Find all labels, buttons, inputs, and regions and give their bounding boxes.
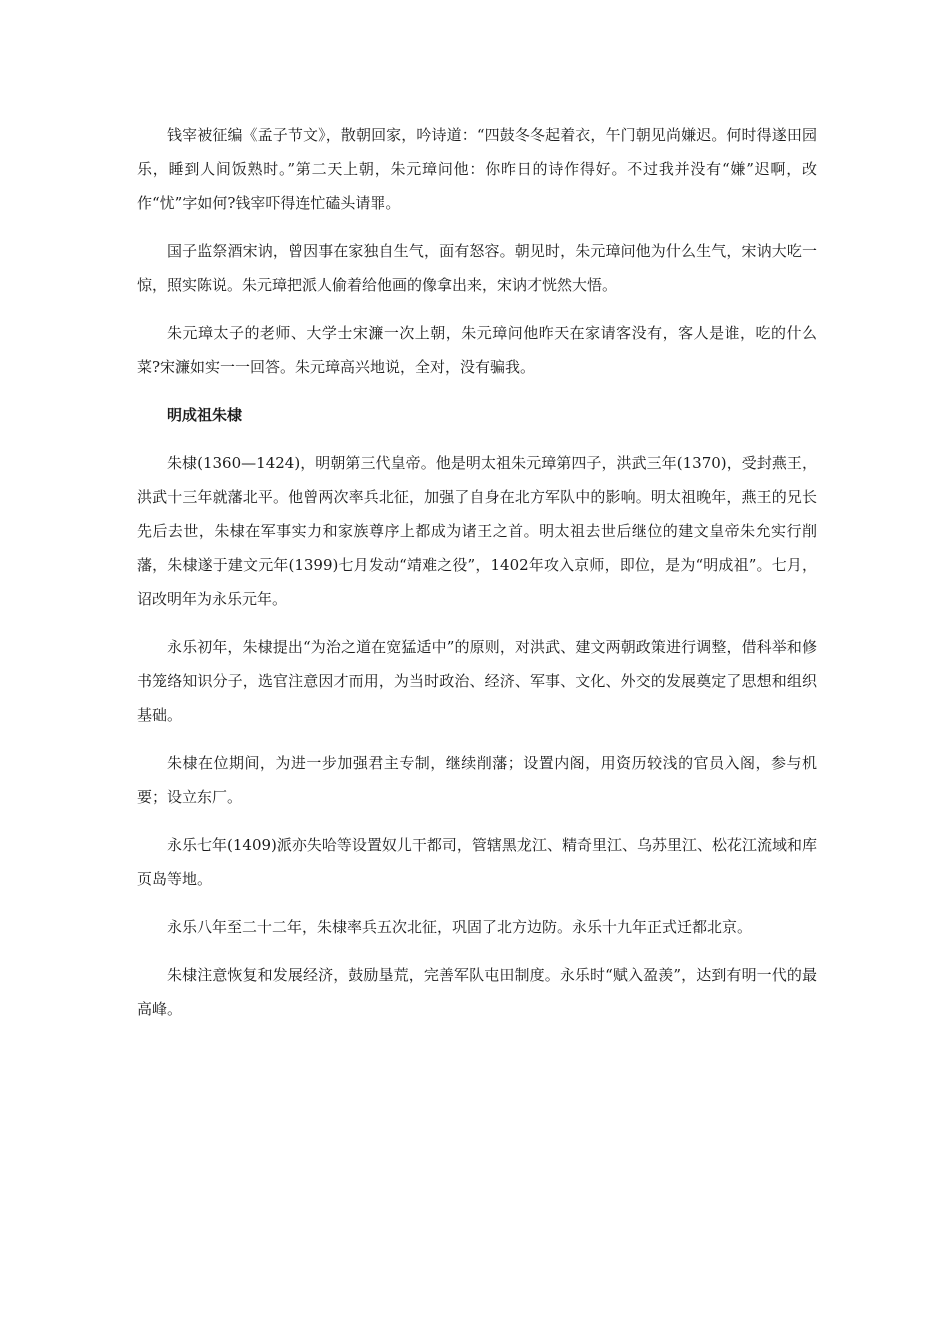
document-body <box>137 118 817 1040</box>
section-heading: 明成祖朱棣 <box>167 406 243 424</box>
paragraph-zhu-di-bio: 朱棣(1360—1424)，明朝第三代皇帝。他是明太祖朱元璋第四子，洪武三年(1370)，受封燕王，洪武十三年就藩北平。他曾两次率兵北征，加强了自身在北方军队中的影响。明太祖晚年，燕王的兄长先后去世，朱棣在军事实力和家族尊序上都成为诸王之首。明太祖去世后继位的建文皇帝朱允实行削藩，朱棣遂于建文元年(1399)七月发动“靖难之役”，1402年攻入京师，即位，是为“明成祖”。七月，诏改明年为永乐元年。 <box>137 454 817 608</box>
paragraph-song-ne: 国子监祭酒宋讷，曾因事在家独自生气，面有怒容。朝见时，朱元璋问他为什么生气，宋讷大吃一惊，照实陈说。朱元璋把派人偷着给他画的像拿出来，宋讷才恍然大悟。 <box>137 242 817 294</box>
paragraph-nurgan: 永乐七年(1409)派亦失哈等设置奴儿干都司，管辖黑龙江、精奇里江、乌苏里江、松花江流域和库页岛等地。 <box>137 836 817 888</box>
paragraph-economy: 朱棣注意恢复和发展经济，鼓励垦荒，完善军队屯田制度。永乐时“赋入盈羡”，达到有明一代的最高峰。 <box>137 966 817 1018</box>
paragraph-northern-campaigns: 永乐八年至二十二年，朱棣率兵五次北征，巩固了北方边防。永乐十九年正式迁都北京。 <box>167 918 753 936</box>
paragraph-song-lian: 朱元璋太子的老师、大学士宋濂一次上朝，朱元璋问他昨天在家请客没有，客人是谁，吃的什么菜?宋濂如实一一回答。朱元璋高兴地说，全对，没有骗我。 <box>137 324 817 376</box>
paragraph-qian-zai: 钱宰被征编《孟子节文》，散朝回家，吟诗道：“四鼓冬冬起着衣，午门朝见尚嫌迟。何时得遂田园乐，睡到人间饭熟时。”第二天上朝，朱元璋问他：你昨日的诗作得好。不过我并没有“嫌”迟啊，改作“忧”字如何?钱宰吓得连忙磕头请罪。 <box>137 126 817 212</box>
paragraph-cabinet: 朱棣在位期间，为进一步加强君主专制，继续削藩；设置内阁，用资历较浅的官员入阁，参与机要；设立东厂。 <box>137 754 817 806</box>
paragraph-yongle-policy: 永乐初年，朱棣提出“为治之道在宽猛适中”的原则，对洪武、建文两朝政策进行调整，借科举和修书笼络知识分子，选官注意因才而用，为当时政治、经济、军事、文化、外交的发展奠定了思想和组织基础。 <box>137 638 817 724</box>
